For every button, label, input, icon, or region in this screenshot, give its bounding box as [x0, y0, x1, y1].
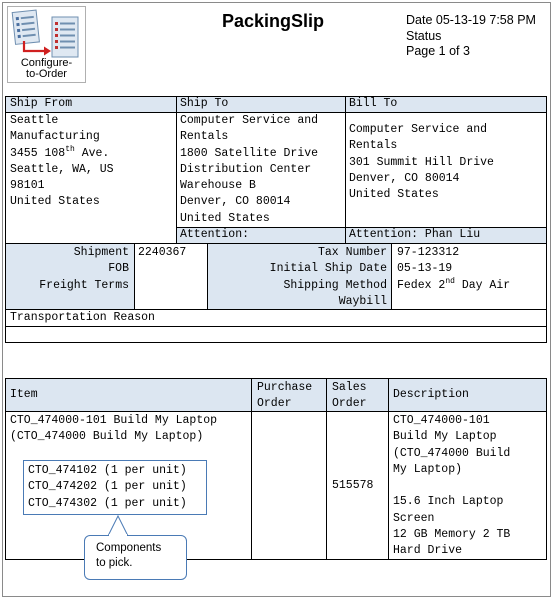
ship-from-line: 3455 108th Ave.: [10, 144, 110, 160]
initial-ship-date-value: 05-13-19: [397, 262, 453, 276]
ship-to-line: Denver, CO 80014: [180, 195, 291, 209]
item-line: (CTO_474000 Build My Laptop): [10, 430, 204, 444]
ship-to-line: Rentals: [180, 130, 229, 144]
freight-terms-label: Freight Terms: [39, 278, 129, 292]
col-description: Description: [393, 388, 469, 401]
logo-label-line2: to-Order: [26, 68, 67, 80]
waybill-label: Waybill: [338, 294, 387, 308]
page-number: Page 1 of 3: [406, 44, 470, 58]
page-title: PackingSlip: [222, 11, 325, 31]
bill-to-line: Computer Service and: [349, 123, 488, 136]
col-po-line: Order: [257, 397, 292, 411]
description-line: CTO_474000-101: [393, 414, 490, 427]
ship-from-line: Seattle: [10, 114, 59, 127]
ship-to-attention: Attention:: [180, 228, 250, 241]
shipment-label: Shipment: [73, 246, 129, 259]
components-callout: [84, 535, 187, 580]
col-so-line: Sales: [332, 381, 367, 394]
tax-number-value: 97-123312: [397, 246, 460, 259]
description-line: 12 GB Memory 2 TB: [393, 528, 511, 542]
callout-pointer-join: [109, 534, 127, 537]
bill-to-line: 301 Summit Hill Drive: [349, 155, 494, 169]
ship-from-label: Ship From: [10, 97, 73, 110]
callout-line: Components: [96, 542, 162, 554]
bill-to-line: Rentals: [349, 139, 398, 153]
fob-label: FOB: [108, 262, 129, 276]
ship-to-line: Distribution Center: [180, 162, 312, 176]
ship-to-line: 1800 Satellite Drive: [180, 146, 319, 160]
bill-to-line: Denver, CO 80014: [349, 171, 460, 185]
date-line: Date 05-13-19 7:58 PM: [406, 13, 536, 27]
col-po-line: Purchase: [257, 381, 313, 394]
bill-to-attention: Attention: Phan Liu: [349, 228, 481, 241]
col-item: Item: [10, 388, 38, 401]
description-line: (CTO_474000 Build: [393, 446, 511, 460]
ship-from-line: 98101: [10, 179, 45, 193]
bill-to-label: Bill To: [349, 97, 398, 110]
description-line: 15.6 Inch Laptop: [393, 495, 504, 509]
ship-from-line: United States: [10, 195, 100, 209]
ship-to-line: United States: [180, 211, 270, 225]
logo-label-line1: Configure-: [20, 57, 73, 69]
ship-to-label: Ship To: [180, 97, 229, 110]
description-line: My Laptop): [393, 462, 463, 476]
ship-to-line: Warehouse B: [180, 179, 256, 193]
shipping-method-value: Fedex 2nd Day Air: [397, 276, 511, 292]
sales-order-number: 515578: [332, 479, 374, 492]
status-line: Status: [406, 28, 442, 43]
description-line: Build My Laptop: [393, 430, 497, 444]
ship-from-line: Seattle, WA, US: [10, 162, 114, 176]
component-row: CTO_474202 (1 per unit): [28, 480, 187, 494]
bill-to-line: United States: [349, 188, 439, 202]
description-line: Screen: [393, 511, 435, 525]
shipping-method-label: Shipping Method: [283, 278, 387, 292]
component-row: CTO_474302 (1 per unit): [28, 496, 187, 510]
transportation-reason-label: Transportation Reason: [10, 311, 155, 324]
item-line: CTO_474000-101 Build My Laptop: [10, 414, 218, 427]
callout-line: to pick.: [96, 557, 133, 569]
description-line: Hard Drive: [393, 544, 463, 558]
tax-number-label: Tax Number: [317, 246, 387, 259]
ship-from-line: Manufacturing: [10, 130, 100, 144]
col-so-line: Order: [332, 397, 367, 411]
component-row: CTO_474102 (1 per unit): [28, 464, 187, 477]
shipment-number: 2240367: [138, 246, 187, 259]
initial-ship-date-label: Initial Ship Date: [269, 262, 387, 276]
ship-to-line: Computer Service and: [180, 114, 319, 127]
